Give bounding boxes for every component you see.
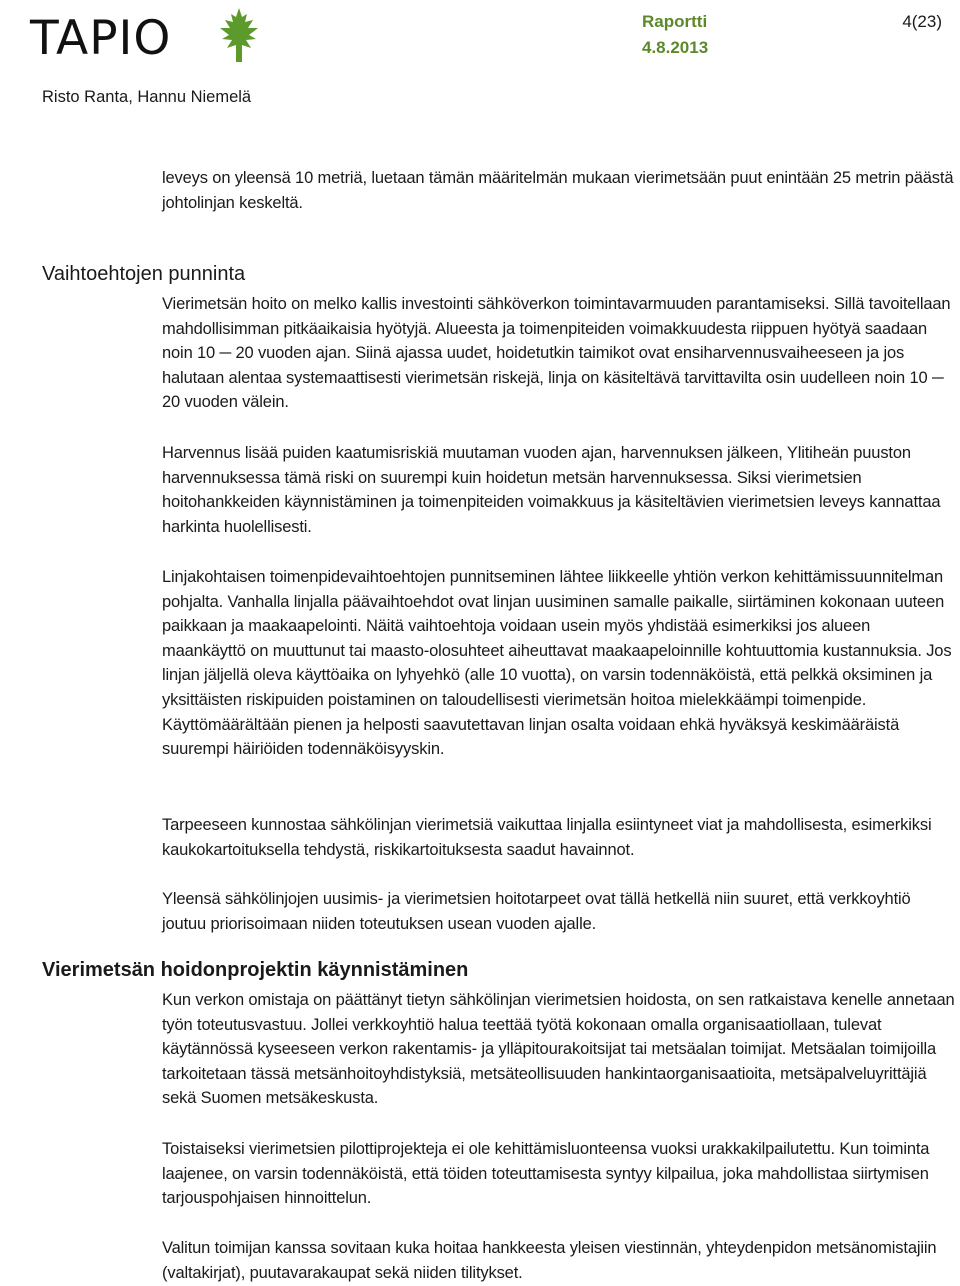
paragraph-9: Valitun toimijan kanssa sovitaan kuka hoitaa hankkeesta yleisen viestinnän, yhteydenpidon metsänomistajiin (valtakirjat), puutavarakaupat sekä niiden tilitykset. [162, 1239, 937, 1282]
logo-text: TAPIO [30, 11, 172, 66]
paragraph-6: Yleensä sähkölinjojen uusimis- ja vierimetsien hoitotarpeet ovat tällä hetkellä niin suuret, että verkkoyhtiö joutuu priorisoimaan niiden toteutuksen usean vuoden ajalle. [162, 890, 911, 933]
page-number: 4(23) [902, 12, 942, 31]
paragraph-7: Kun verkon omistaja on päättänyt tietyn sähkölinjan vierimetsien hoidosta, on sen ratkaistava kenelle annetaan työn toteutusvastuu. Jollei verkkoyhtiö halua teettää työtä kokonaan omalla organisaatiollaan, tulevat käytännössä kyseeseen verkon rakentamis- ja ylläpitourakoitsijat tai metsäalan toimijat. Metsäalan toimijoilla tarkoitetaan tässä metsänhoitoyhdistyksiä, metsäteollisuuden hankintaorganisaatioita, metsäpalveluyrittäjiä sekä Suomen metsäkeskusta. [162, 991, 955, 1108]
heading-vaihtoehtojen-punninta: Vaihtoehtojen punninta [42, 263, 246, 285]
paragraph-1: leveys on yleensä 10 metriä, luetaan tämän määritelmän mukaan vierimetsään puut enintään 25 metrin päästä johtolinjan keskeltä. [162, 169, 954, 212]
report-date: 4.8.2013 [642, 38, 709, 57]
paragraph-5: Tarpeeseen kunnostaa sähkölinjan vierimetsiä vaikuttaa linjalla esiintyneet viat ja mahdollisesta, esimerkiksi kaukokartoituksella tehdystä, riskikartoituksesta saadut havainnot. [162, 816, 932, 859]
paragraph-2: Vierimetsän hoito on melko kallis investointi sähköverkon toimintavarmuuden parantamiseksi. Sillä tavoitellaan mahdollisimman pitkäaikaisia hyötyjä. Alueesta ja toimenpiteiden voimakkuudesta riippuen hyötyä saadaan noin 10 ─ 20 vuoden ajan. Siinä ajassa uudet, hoidetutkin taimikot ovat ensiharvennusvaiheeseen ja jos halutaan alentaa systemaattisesti vierimetsän riskejä, linja on käsiteltävä tarvittavilta osin uudelleen noin 10 ─ 20 vuoden välein. [162, 295, 951, 412]
tree-logo-icon [218, 8, 260, 64]
paragraph-4: Linjakohtaisen toimenpidevaihtoehtojen punnitseminen lähtee liikkeelle yhtiön verkon kehittämissuunnitelman pohjalta. Vanhalla linjalla päävaihtoehdot ovat linjan uusiminen samalle paikalle, siirtäminen kokonaan uuteen paikkaan ja maakaapelointi. Näitä vaihtoehtoja voidaan usein myös yhdistää esimerkiksi jos alueen maankäyttö on muuttunut tai maasto-olosuhteet aiheuttavat maakaapeloinnille kohtuuttomia kustannuksia. Jos linjan jäljellä oleva käyttöaika on lyhyehkö (alle 10 vuotta), on varsin todennäköistä, että pelkkä oksiminen ja yksittäisten riskipuiden poistaminen on taloudellisesti vierimetsän hoitoa mielekkäämpi toimenpide. Käyttömäärältään pienen ja helposti saavutettavan linjan osalta voidaan ehkä hyväksyä keskimääräistä suurempi häiriöiden todennäköisyyskin. [162, 568, 952, 759]
paragraph-8: Toistaiseksi vierimetsien pilottiprojekteja ei ole kehittämisluonteensa vuoksi urakkakilpailutettu. Kun toiminta laajenee, on varsin todennäköistä, että töiden toteuttamisesta syntyy kilpailua, joka mahdollistaa siirtymisen tarjouspohjaisen hinnoittelun. [162, 1140, 930, 1208]
report-label: Raportti [642, 12, 708, 31]
paragraph-3: Harvennus lisää puiden kaatumisriskiä muutaman vuoden ajan, harvennuksen jälkeen, Ylitiheän puuston harvennuksessa tämä riski on suurempi kuin hoidetun metsän harvennuksessa. Siksi vierimetsien hoitohankkeiden käynnistäminen ja toimenpiteiden voimakkuus ja käsiteltävien vierimetsien leveys kannattaa harkinta huolellisesti. [162, 444, 941, 536]
authors: Risto Ranta, Hannu Niemelä [42, 88, 252, 106]
header-meta [642, 12, 942, 62]
heading-vierimetsan-hoidonprojekti: Vierimetsän hoidonprojektin käynnistäminen [42, 959, 469, 981]
